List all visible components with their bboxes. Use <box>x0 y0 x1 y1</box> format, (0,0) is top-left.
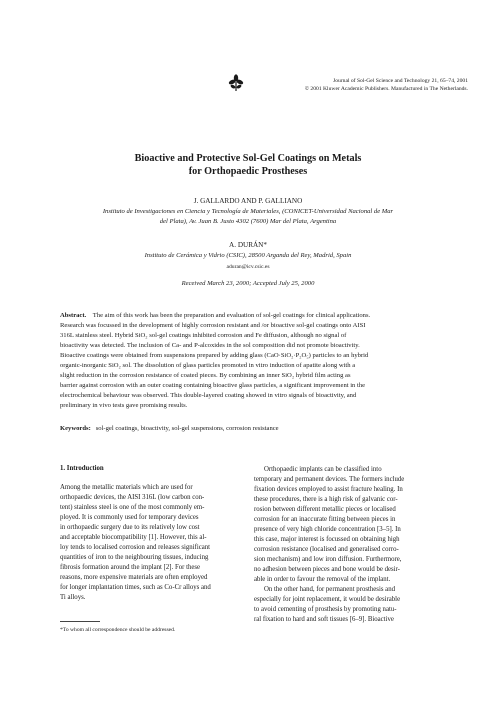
affiliation-2-line: Instituto de Cerámica y Vidrio (CSIC), 28500 Arganda del Rey, Madrid, Spain <box>144 252 352 259</box>
body-line: fibrosis formation around the implant [2]. For these <box>60 564 201 571</box>
affiliation-1-line-1: Instituto de Investigaciones en Ciencia y Tecnología de Materiales, (CONICET-Universidad Nacional de Mar <box>102 208 394 215</box>
author-group-2: A. DURÁN* <box>229 241 267 249</box>
body-line: temporary and permanent devices. The formers include <box>254 476 405 483</box>
keywords <box>60 424 438 434</box>
footnote-divider <box>60 621 100 622</box>
body-line: rosion between different metallic pieces or localised <box>254 506 396 513</box>
footnote: *To whom all correspondence should be addressed. <box>60 627 176 633</box>
right-column <box>254 465 434 625</box>
abstract-line: barrier against corrosion with an outer coating containing bioactive glass particles, a significant improvement in the <box>60 382 366 389</box>
body-line: sion mechanism) and low iron diffusion. Furthermore, <box>254 556 402 563</box>
abstract-line <box>60 311 438 321</box>
received-accepted-dates: Received March 23, 2000; Accepted July 25, 2000 <box>181 280 315 287</box>
journal-citation <box>250 77 468 93</box>
abstract-line: bioactivity was detected. The inclusion of Ca- and P-alcoxides in the sol composition did not promote bioactivity. <box>60 342 360 349</box>
body-line: ral fixation to hard and soft tissues [6–9]. Bioactive <box>254 616 394 623</box>
affiliation-1-line-2: del Plata), Av. Juan B. Justo 4302 (7600) Mar del Plata, Argentina <box>159 218 337 225</box>
body-line: presence of very high chloride concentration [3–5]. In <box>254 526 401 533</box>
abstract-line: Bioactive coatings were obtained from suspensions prepared by adding glass (CaO·SiO₂·P₂O₅) particles to an hybrid <box>60 352 369 359</box>
body-line: Ti alloys. <box>60 594 86 601</box>
abstract-line: electrochemical behaviour was observed. This double-layered coating showed in vitro signals of bioactivity, and <box>60 392 357 399</box>
abstract <box>60 311 438 411</box>
body-line: and acceptable biocompatibility [1]. However, this al- <box>60 534 207 541</box>
left-column <box>60 464 240 603</box>
abstract-line: slight reduction in the corrosion resistance of coated pieces. By combining an inner SiO₂ hybrid film acting as <box>60 372 351 379</box>
author-group-1: J. GALLARDO AND P. GALLIANO <box>193 197 303 205</box>
body-line: loy tends to localised corrosion and releases significant <box>60 544 211 551</box>
body-line: Orthopaedic implants can be classified into <box>264 466 382 473</box>
abstract-label: Abstract. <box>60 312 87 319</box>
body-line: for longer implantation times, such as Co-Cr alloys and <box>60 584 211 591</box>
abstract-line-text: The aim of this work has been the preparation and evaluation of sol-gel coatings for clinical applications. <box>92 312 371 319</box>
body-line: in orthopaedic surgery due to its relatively low cost <box>60 524 200 531</box>
body-line: Among the metallic materials which are used for <box>60 484 193 491</box>
body-line: orthopaedic devices, the AISI 316L (low carbon con- <box>60 494 205 501</box>
body-line: tent) stainless steel is one of the most commonly em- <box>60 504 205 511</box>
paper-title <box>30 152 466 178</box>
body-line: these procedures, there is a high risk of galvanic cor- <box>254 496 398 503</box>
keywords-text: sol-gel coatings, bioactivity, sol-gel suspensions, corrosion resistance <box>95 425 279 432</box>
journal-line-1: Journal of Sol-Gel Science and Technology 21, 65–74, 2001 <box>333 78 468 84</box>
keywords-label: Keywords: <box>60 425 91 432</box>
affiliation-2 <box>56 251 440 261</box>
body-line: corrosion for an inaccurate fitting between pieces in <box>254 516 396 523</box>
author-email: aduran@icv.csic.es <box>226 264 270 270</box>
journal-header <box>228 74 468 98</box>
title-line-2: for Orthopaedic Prostheses <box>188 166 308 177</box>
publisher-logo-icon <box>228 74 244 92</box>
body-line: to avoid cementing of prosthesis by promoting natu- <box>254 606 397 613</box>
abstract-line: 316L stainless steel. Hybrid SiO₂ sol-gel coatings inhibited corrosion and Fe diffusion, although no signal of <box>60 332 347 339</box>
abstract-line: organic-inorganic SiO₂ sol. The dissolution of glass particles promoted in vitro induction of apatite along with a <box>60 362 356 369</box>
body-line: ployed. It is commonly used for temporary devices <box>60 514 199 521</box>
body-line: On the other hand, for permanent prosthesis and <box>264 586 395 593</box>
body-line: able in order to favour the removal of the implant. <box>254 576 391 583</box>
body-line: quantities of iron to the neighbouring tissues, inducing <box>60 554 209 561</box>
body-line: corrosion resistance (localised and generalised corro- <box>254 546 399 553</box>
body-line: especially for joint replacement, it would be desirable <box>254 596 401 603</box>
title-line-1: Bioactive and Protective Sol-Gel Coatings on Metals <box>134 153 362 164</box>
body-line: fixation devices employed to assist fracture healing. In <box>254 486 403 493</box>
body-line: reasons, more expensive materials are often employed <box>60 574 208 581</box>
section-heading-introduction: 1. Introduction <box>60 465 104 472</box>
abstract-line: preliminary in vivo tests gave promising results. <box>60 402 188 409</box>
body-line: no adhesion between pieces and bone would be desir- <box>254 566 400 573</box>
affiliation-1 <box>56 207 440 227</box>
body-line: this case, major interest is focussed on obtaining high <box>254 536 400 543</box>
abstract-line: Research was focussed in the development of highly corrosion resistant and /or bioactive sol-gel coatings onto AISI <box>60 322 366 329</box>
journal-line-2: © 2001 Kluwer Academic Publishers. Manufactured in The Netherlands. <box>304 86 468 92</box>
